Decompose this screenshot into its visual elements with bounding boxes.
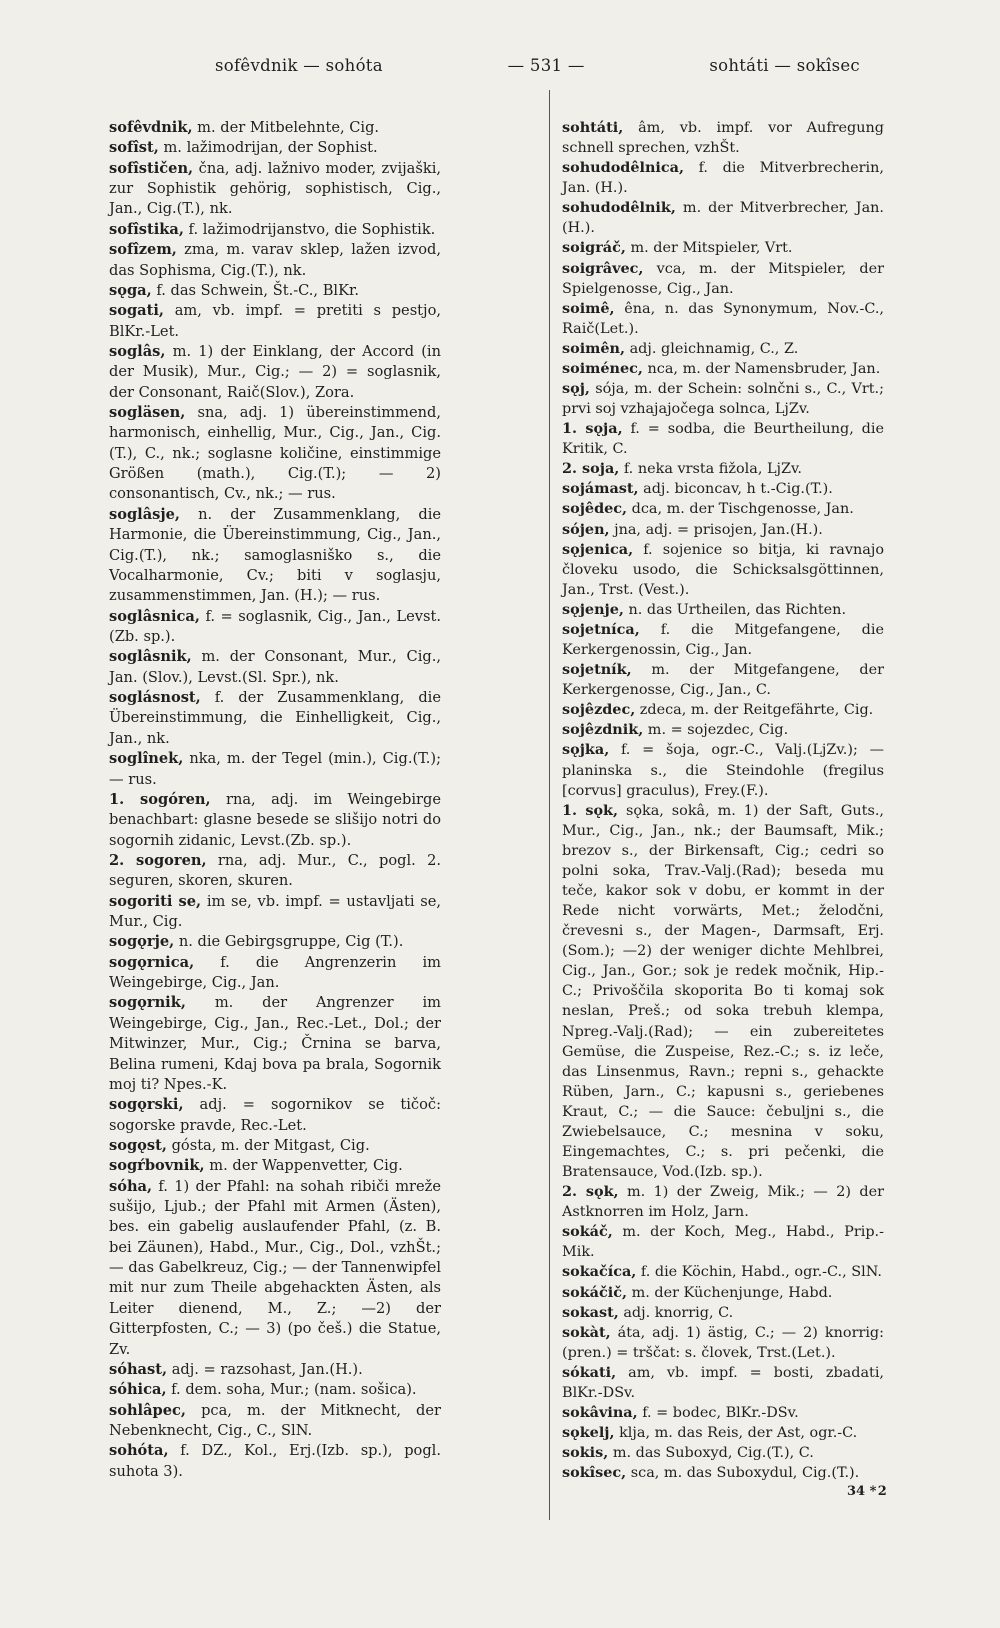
entry-definition: nca, m. der Namensbruder, Jan.: [642, 360, 881, 377]
entry-definition: êna, n. das Synonymum, Nov.-C., Raič(Let.).: [562, 300, 884, 337]
dictionary-entry: [109, 932, 441, 952]
dictionary-entry: [562, 1363, 884, 1403]
entry-definition: f. der Zusammenklang, die Übereinstimmung, die Einhelligkeit, Cig., Jan., nk.: [109, 689, 441, 747]
entry-definition: f. sojenice so bitja, ki ravnajo človeku usodo, die Schicksalsgöttinnen, Jan., Trst. (Vest.).: [562, 541, 884, 598]
headword: sǫkelj,: [562, 1424, 615, 1442]
dictionary-entry: [562, 259, 884, 299]
dictionary-entry: [109, 301, 441, 342]
headword: sǫga,: [109, 281, 152, 299]
headword: soglâsnik,: [109, 648, 192, 666]
dictionary-entry: [109, 220, 441, 240]
dictionary-entry: [562, 720, 884, 740]
entry-definition: f. lažimodrijanstvo, die Sophistik.: [183, 220, 436, 238]
headword: sokáčič,: [562, 1283, 627, 1301]
dictionary-entry: [109, 1177, 441, 1360]
entry-definition: zma, m. varav sklep, lažen izvod, das Sophisma, Cig.(T.), nk.: [109, 241, 441, 279]
dictionary-entry: [109, 403, 441, 505]
headword: soglînek,: [109, 750, 184, 768]
headword: sójen,: [562, 520, 610, 538]
entry-definition: m. das Suboxyd, Cig.(T.), C.: [608, 1445, 814, 1462]
headword: sohudodêlnica,: [562, 159, 684, 177]
headword: 1. sǫja,: [562, 420, 623, 438]
headword: sokačíca,: [562, 1263, 637, 1281]
headword: soglâsnica,: [109, 607, 200, 625]
headword: soigráč,: [562, 239, 626, 257]
entry-definition: f. dem. soha, Mur.; (nam. sošica).: [166, 1381, 417, 1399]
dictionary-entry: [562, 1182, 884, 1222]
dictionary-entry: [562, 419, 884, 459]
entry-definition: am, vb. impf. = bosti, zbadati, BlKr.-DSv.: [562, 1364, 884, 1401]
dictionary-entry: [109, 342, 441, 403]
signature-mark: 34 * 2: [847, 1484, 887, 1499]
entry-definition: f. die Mitgefangene, die Kerkergenossin, Cig., Jan.: [562, 621, 884, 659]
entry-definition: čna, adj. lažnivo moder, zvijaški, zur Sophistik gehörig, sophistisch, Cig., Jan., Cig.(T.), nk.: [109, 159, 441, 218]
dictionary-entry: [109, 647, 441, 688]
headword: sogǫst,: [109, 1136, 167, 1154]
headword: sóha,: [109, 1177, 153, 1195]
entry-definition: rna, adj. Mur., C., pogl. 2. seguren, skoren, skuren.: [109, 851, 442, 890]
left-column: [109, 118, 441, 1482]
dictionary-entry: [562, 600, 884, 620]
entry-definition: adj. = razsohast, Jan.(H.).: [167, 1360, 363, 1378]
dictionary-entry: [562, 660, 884, 700]
dictionary-entry: [109, 1441, 441, 1482]
headword: sogǫrnik,: [109, 994, 186, 1012]
headword: sofêvdnik,: [109, 119, 193, 136]
entry-definition: f. die Mitverbrecherin, Jan. (H.).: [562, 160, 884, 197]
entry-definition: f. = šoja, ogr.-C., Valj.(LjZv.); — planinska s., die Steindohle (fregilus [corvus] graculus), Frey.(F.).: [562, 742, 884, 799]
entry-definition: m. der Mitgefangene, der Kerkergenosse, Cig., Jan., C.: [562, 662, 884, 699]
entry-definition: n. der Zusammenklang, die Harmonie, die Übereinstimmung, Cig., Jan., Cig.(T.), nk.; samoglasniško s., die Vocalharmonie, Cv.; biti v soglasju, zusammenstimmen, Jan. (H.); — rus.: [109, 505, 441, 605]
entry-definition: adj. gleichnamig, C., Z.: [625, 340, 799, 357]
headword: sogläsen,: [109, 404, 186, 422]
entry-definition: am, vb. impf. = pretiti s pestjo, BlKr.-Let.: [109, 302, 441, 340]
headword: sogoriti se,: [109, 892, 202, 910]
entry-definition: m. der Küchenjunge, Habd.: [627, 1284, 833, 1301]
dictionary-entry: [109, 892, 441, 933]
entry-definition: f. = sodba, die Beurtheilung, die Kritik, C.: [562, 421, 884, 458]
headword: sogǫrnica,: [109, 953, 195, 971]
entry-definition: n. die Gebirgsgruppe, Cig (T.).: [174, 933, 404, 951]
entry-definition: vca, m. der Mitspieler, der Spielgenosse, Cig., Jan.: [562, 260, 884, 297]
headword: sǫjenica,: [562, 540, 634, 558]
dictionary-entry: [562, 479, 884, 499]
headword: 2. sǫk,: [562, 1183, 619, 1201]
headword: sǫjka,: [562, 741, 610, 759]
entry-definition: adj. = sogornikov se tičoč: sogorske pravde, Rec.-Let.: [109, 1096, 441, 1134]
entry-definition: sca, m. das Suboxydul, Cig.(T.).: [626, 1465, 860, 1482]
headword: sogŕbovnik,: [109, 1157, 205, 1175]
entry-definition: rna, adj. im Weingebirge benachbart: glasne besede se slišijo notri do sogornih zidanic, Levst.(Zb. sp.).: [109, 790, 441, 849]
dictionary-entry: [562, 1222, 884, 1262]
entry-definition: m. = sojezdec, Cig.: [643, 722, 789, 739]
entry-definition: m. 1) der Zweig, Mik.; — 2) der Astknorren im Holz, Jarn.: [562, 1184, 884, 1221]
entry-definition: klja, m. das Reis, der Ast, ogr.-C.: [614, 1425, 858, 1442]
headword: 2. soja,: [562, 460, 620, 478]
headword: sohlâpec,: [109, 1401, 187, 1419]
dictionary-entry: [109, 688, 441, 749]
headword: soimê,: [562, 299, 615, 317]
dictionary-entry: [562, 198, 884, 238]
dictionary-entry: [109, 749, 441, 790]
dictionary-entry: [109, 1136, 441, 1156]
dictionary-entry: [562, 740, 884, 800]
entry-definition: áta, adj. 1) ästig, C.; — 2) knorrig: (pren.) = trščat: s. človek, Trst.(Let.).: [562, 1324, 884, 1361]
headword: sogǫrje,: [109, 933, 175, 951]
headword: sǫj,: [562, 380, 590, 398]
dictionary-entry: [109, 1401, 441, 1442]
dictionary-entry: [109, 240, 441, 281]
headword: sokîsec,: [562, 1464, 627, 1482]
headword: sojêzdnik,: [562, 721, 644, 739]
headword: soglásnost,: [109, 689, 201, 707]
headword: 1. sǫk,: [562, 801, 619, 819]
dictionary-entry: [109, 1380, 441, 1400]
headword: sóhica,: [109, 1381, 167, 1399]
entry-definition: f. = bodec, BlKr.-DSv.: [637, 1405, 799, 1421]
dictionary-entry: [562, 299, 884, 339]
dictionary-entry: [562, 801, 884, 1182]
headword: sojámast,: [562, 480, 639, 498]
entry-definition: sója, m. der Schein: solnčni s., C., Vrt.; prvi soj vzhajajočega solnca, LjZv.: [562, 381, 884, 418]
entry-definition: sǫka, sokâ, m. 1) der Saft, Guts., Mur., Cig., Jan., nk.; der Baumsaft, Mik.; brezov s., der Birkensaft, Cig.; cedri so polni soka, Trav.-Valj.(Rad); beseda mu teče, kakor sok v dobu, er kommt in der Rede nicht vorwärts, Met.; želodčni, črevesni s., der Magen-, Darmsaft, Erj.(Som.); —2) der weniger dichte Mehlbrei, Cig., Jan., Gor.; sok je redek močnik, Hip.-C.; Privoščila skoporita Bo ti komaj sok neslan, Preš.; od soka trebuh klempa, Npreg.-Valj.(Rad); — ein zubereitetes Gemüse, die Zuspeise, Rez.-C.; s. iz leče, das Linsenmus, Ravn.; repni s., gehackte Rüben, Jarn., C.; kapusni s., geriebenes Kraut, C.; — die Sauce: čebuljni s., die Zwiebelsauce, C.; mesnina v soku, Eingemachtes, C.; s. pri pečenki, die Bratensauce, Vod.(Izb. sp.).: [562, 802, 884, 1181]
headword: sokast,: [562, 1303, 619, 1321]
headword: sokáč,: [562, 1223, 613, 1241]
entry-definition: dca, m. der Tischgenosse, Jan.: [627, 501, 854, 518]
dictionary-entry: [562, 379, 884, 419]
right-column: [562, 118, 884, 1483]
entry-definition: adj. knorrig, C.: [618, 1304, 734, 1321]
headword: sóhast,: [109, 1360, 168, 1378]
header-right-guide: sohtáti — sokîsec: [709, 56, 860, 75]
headword: sogati,: [109, 302, 164, 320]
dictionary-entry: [562, 1323, 884, 1363]
dictionary-entry: [109, 851, 441, 892]
headword: sojetník,: [562, 661, 632, 679]
entry-definition: âm, vb. impf. vor Aufregung schnell sprechen, vzhŠt.: [562, 120, 884, 157]
headword: sokàt,: [562, 1323, 611, 1341]
entry-definition: pca, m. der Mitknecht, der Nebenknecht, Cig., C., SlN.: [109, 1401, 441, 1439]
entry-definition: f. DZ., Kol., Erj.(Izb. sp.), pogl. suhota 3).: [109, 1442, 441, 1480]
entry-definition: f. die Köchin, Habd., ogr.-C., SlN.: [636, 1264, 882, 1281]
entry-definition: m. der Wappenvetter, Cig.: [204, 1157, 403, 1175]
dictionary-entry: [562, 1423, 884, 1443]
dictionary-entry: [562, 700, 884, 720]
dictionary-entry: [562, 1283, 884, 1303]
headword: soglâsje,: [109, 505, 181, 523]
headword: sojêdec,: [562, 500, 628, 518]
dictionary-entry: [109, 281, 441, 301]
dictionary-entry: [109, 790, 441, 851]
entry-definition: f. die Angrenzerin im Weingebirge, Cig., Jan.: [109, 953, 441, 992]
entry-definition: sna, adj. 1) übereinstimmend, harmonisch, einhellig, Mur., Cig., Jan., Cig.(T.), C., nk.; soglasne količine, einstimmige Größen (math.), Cig.(T.); — 2) consonantisch, Cv., nk.; — rus.: [109, 404, 441, 503]
entry-definition: zdeca, m. der Reitgefährte, Cig.: [635, 702, 874, 719]
entry-definition: f. neka vrsta fižola, LjZv.: [619, 461, 802, 478]
headword: soimên,: [562, 339, 626, 357]
entry-definition: m. der Angrenzer im Weingebirge, Cig., Jan., Rec.-Let., Dol.; der Mitwinzer, Mur., Cig.; Črnina se barva, Belina rumeni, Kdaj bova pa brala, Sogornik moj ti? Npes.-K.: [109, 994, 441, 1093]
dictionary-entry: [562, 459, 884, 479]
headword: sohtáti,: [562, 119, 624, 136]
dictionary-entry: [562, 1303, 884, 1323]
headword: sojêzdec,: [562, 701, 636, 719]
headword: sokis,: [562, 1444, 609, 1462]
headword: sohóta,: [109, 1442, 169, 1460]
headword: sókati,: [562, 1363, 617, 1381]
headword: soglâs,: [109, 342, 166, 360]
dictionary-entry: [562, 1262, 884, 1282]
dictionary-entry: [562, 540, 884, 600]
entry-definition: nka, m. der Tegel (min.), Cig.(T.); — rus.: [109, 750, 441, 788]
dictionary-entry: [562, 158, 884, 198]
entry-definition: f. = soglasnik, Cig., Jan., Levst. (Zb. sp.).: [109, 607, 441, 645]
dictionary-entry: [109, 1156, 441, 1176]
entry-definition: f. 1) der Pfahl: na sohah ribiči mreže sušijo, Ljub.; der Pfahl mit Armen (Ästen), bes. ein gabelig auslaufender Pfahl, (z. B. bei Zäunen), Habd., Mur., Cig., Dol., vzhŠt.; — das Gabelkreuz, Cig.; — der Tannenwipfel mit nur zum Theile abgehackten Ästen, als Leiter dienend, M., Z.; —2) der Gitterpfosten, C.; — 3) (po češ.) die Statue, Zv.: [109, 1177, 441, 1358]
entry-definition: gósta, m. der Mitgast, Cig.: [166, 1136, 370, 1154]
headword: sojetníca,: [562, 620, 640, 638]
dictionary-entry: [562, 359, 884, 379]
column-divider: [549, 90, 550, 1520]
dictionary-entry: [562, 118, 884, 158]
headword: sohudodêlnik,: [562, 199, 676, 217]
page-number: — 531 —: [507, 56, 585, 75]
dictionary-entry: [109, 953, 441, 994]
dictionary-entry: [562, 1463, 884, 1483]
dictionary-entry: [109, 1360, 441, 1380]
dictionary-entry: [109, 159, 441, 220]
running-header: [215, 56, 860, 80]
dictionary-entry: [109, 993, 441, 1095]
dictionary-entry: [562, 520, 884, 540]
entry-definition: m. der Koch, Meg., Habd., Prip.-Mik.: [562, 1224, 884, 1261]
headword: sofîzem,: [109, 241, 177, 259]
headword: sofîstika,: [109, 220, 184, 238]
dictionary-entry: [562, 1443, 884, 1463]
headword: 1. sogóren,: [109, 790, 211, 808]
headword: sǫjenje,: [562, 600, 624, 618]
header-left-guide: sofêvdnik — sohóta: [215, 56, 383, 75]
entry-definition: m. lažimodrijan, der Sophist.: [158, 139, 378, 157]
headword: sofîstičen,: [109, 159, 194, 177]
entry-definition: m. der Mitspieler, Vrt.: [625, 240, 793, 257]
headword: soiménec,: [562, 359, 643, 377]
dictionary-entry: [109, 118, 441, 138]
entry-definition: f. das Schwein, Št.-C., BlKr.: [151, 281, 360, 299]
entry-definition: m. der Consonant, Mur., Cig., Jan. (Slov.), Levst.(Sl. Spr.), nk.: [109, 648, 441, 686]
headword: soigrâvec,: [562, 259, 644, 277]
entry-definition: m. der Mitbelehnte, Cig.: [192, 119, 380, 136]
dictionary-entry: [562, 1403, 884, 1423]
headword: sofîst,: [109, 139, 159, 157]
headword: sogǫrski,: [109, 1096, 184, 1114]
headword: 2. sogoren,: [109, 851, 207, 869]
dictionary-entry: [109, 505, 441, 607]
entry-definition: m. 1) der Einklang, der Accord (in der Musik), Mur., Cig.; — 2) = soglasnik, der Consonant, Raič(Slov.), Zora.: [109, 342, 441, 401]
entry-definition: n. das Urtheilen, das Richten.: [623, 601, 847, 618]
dictionary-entry: [109, 1095, 441, 1136]
dictionary-entry: [562, 499, 884, 519]
headword: sokâvina,: [562, 1404, 638, 1421]
dictionary-entry: [562, 238, 884, 258]
dictionary-entry: [562, 339, 884, 359]
entry-definition: jna, adj. = prisojen, Jan.(H.).: [609, 521, 823, 538]
dictionary-entry: [109, 607, 441, 648]
dictionary-entry: [562, 620, 884, 660]
entry-definition: adj. biconcav, h t.-Cig.(T.).: [638, 481, 833, 498]
entry-definition: im se, vb. impf. = ustavljati se, Mur., Cig.: [109, 892, 442, 931]
entry-definition: m. der Mitverbrecher, Jan.(H.).: [562, 200, 884, 237]
dictionary-entry: [109, 138, 441, 158]
